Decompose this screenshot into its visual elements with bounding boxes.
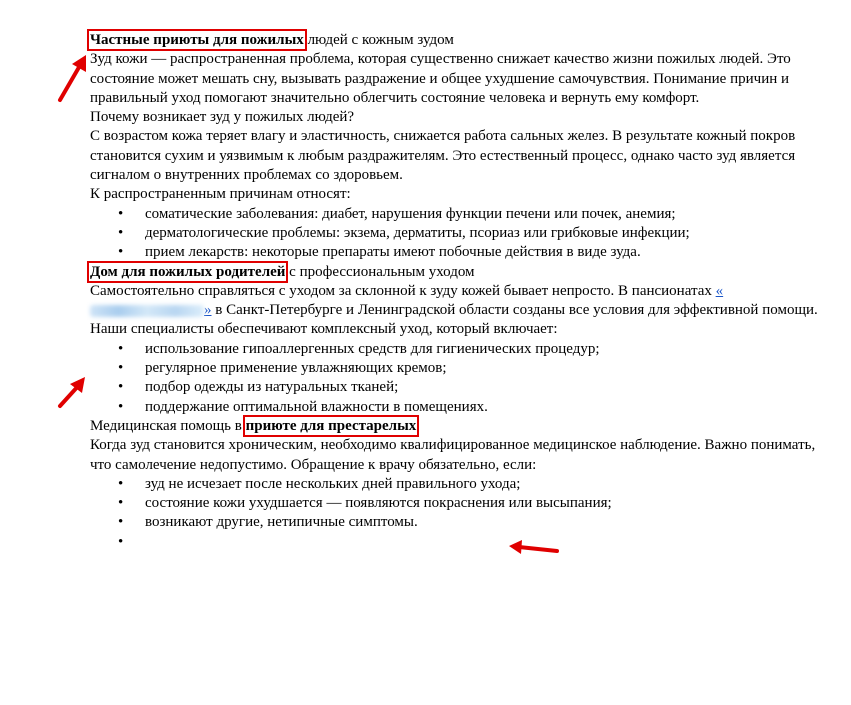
para-text: Самостоятельно справляться с уходом за склонной к зуду кожей бывает непросто. В пансионатах [90, 282, 716, 299]
section2-heading [90, 263, 820, 282]
list-item: • соматические заболевания: диабет, нарушения функции печени или почек, анемия; [145, 205, 820, 224]
section3-heading [90, 417, 820, 436]
list-item: • возникают другие, нетипичные симптомы. [145, 513, 820, 532]
para-text: в Санкт-Петербурге и Ленинградской области созданы все условия для эффективной помощи. Наши специалисты обеспечивают комплексный уход, который включает: [90, 302, 818, 338]
section1-list-intro: К распространенным причинам относят: [90, 186, 351, 203]
section1-subheading: Почему возникает зуд у пожилых людей? [90, 109, 355, 126]
section1-intro: Зуд кожи — распространенная проблема, которая существенно снижает качество жизни пожилых людей. Это состояние может мешать сну, вызывать раздражение и общее ухудшение самочувствия. Понимание причин и правильный уход помогают значительно облегчить состояние человека и вернуть ему комфорт. [90, 51, 791, 106]
arrow-icon-1 [52, 52, 92, 106]
list-item: • состояние кожи ухудшается — появляются покраснения или высыпания; [145, 494, 820, 513]
section1-heading [90, 31, 820, 50]
causes-list [90, 205, 820, 263]
list-item: • поддержание оптимальной влажности в помещениях. [145, 398, 820, 417]
list-item: • регулярное применение увлажняющих кремов; [145, 359, 820, 378]
keyword-highlight-2: Дом для пожилых родителей [90, 263, 286, 280]
link-quote-open: « [715, 282, 724, 299]
link-quote-close: » [204, 302, 212, 319]
page-cutoff [0, 688, 851, 705]
heading-rest-text: с профессиональным уходом [285, 263, 475, 280]
arrow-icon-2 [52, 372, 92, 412]
blurred-brand-name [90, 305, 204, 317]
section1-paragraph: С возрастом кожа теряет влагу и эластичность, снижается работа сальных желез. В результате кожный покров становится сухим и уязвимым к любым раздражителям. Это естественный процесс, однако часто зуд является сигналом о внутренних проблемах со здоровьем. [90, 128, 796, 184]
heading-rest-text: людей с кожным зудом [303, 32, 454, 48]
keyword-highlight-1: Частные приюты для пожилых [90, 32, 304, 48]
arrow-icon-3 [505, 539, 561, 559]
list-item: • подбор одежды из натуральных тканей; [145, 378, 820, 397]
list-item: • использование гипоаллергенных средств для гигиенических процедур; [145, 340, 820, 359]
list-item: • прием лекарств: некоторые препараты имеют побочные действия в виде зуда. [145, 243, 820, 262]
doctor-list [90, 475, 820, 552]
care-list [90, 340, 820, 417]
section2-paragraph [90, 282, 820, 340]
list-item: • дерматологические проблемы: экзема, дерматиты, псориаз или грибковые инфекции; [145, 224, 820, 243]
keyword-highlight-3: приюте для престарелых [245, 417, 417, 434]
heading-start-text: Медицинская помощь в [90, 417, 246, 434]
section3-paragraph: Когда зуд становится хроническим, необходимо квалифицированное медицинское наблюдение. Важно понимать, что самолечение недопустимо. Обращение к врачу обязательно, если: [90, 437, 816, 473]
document-body [90, 31, 820, 552]
list-item [145, 533, 820, 552]
list-item: • зуд не исчезает после нескольких дней правильного ухода; [145, 475, 820, 494]
